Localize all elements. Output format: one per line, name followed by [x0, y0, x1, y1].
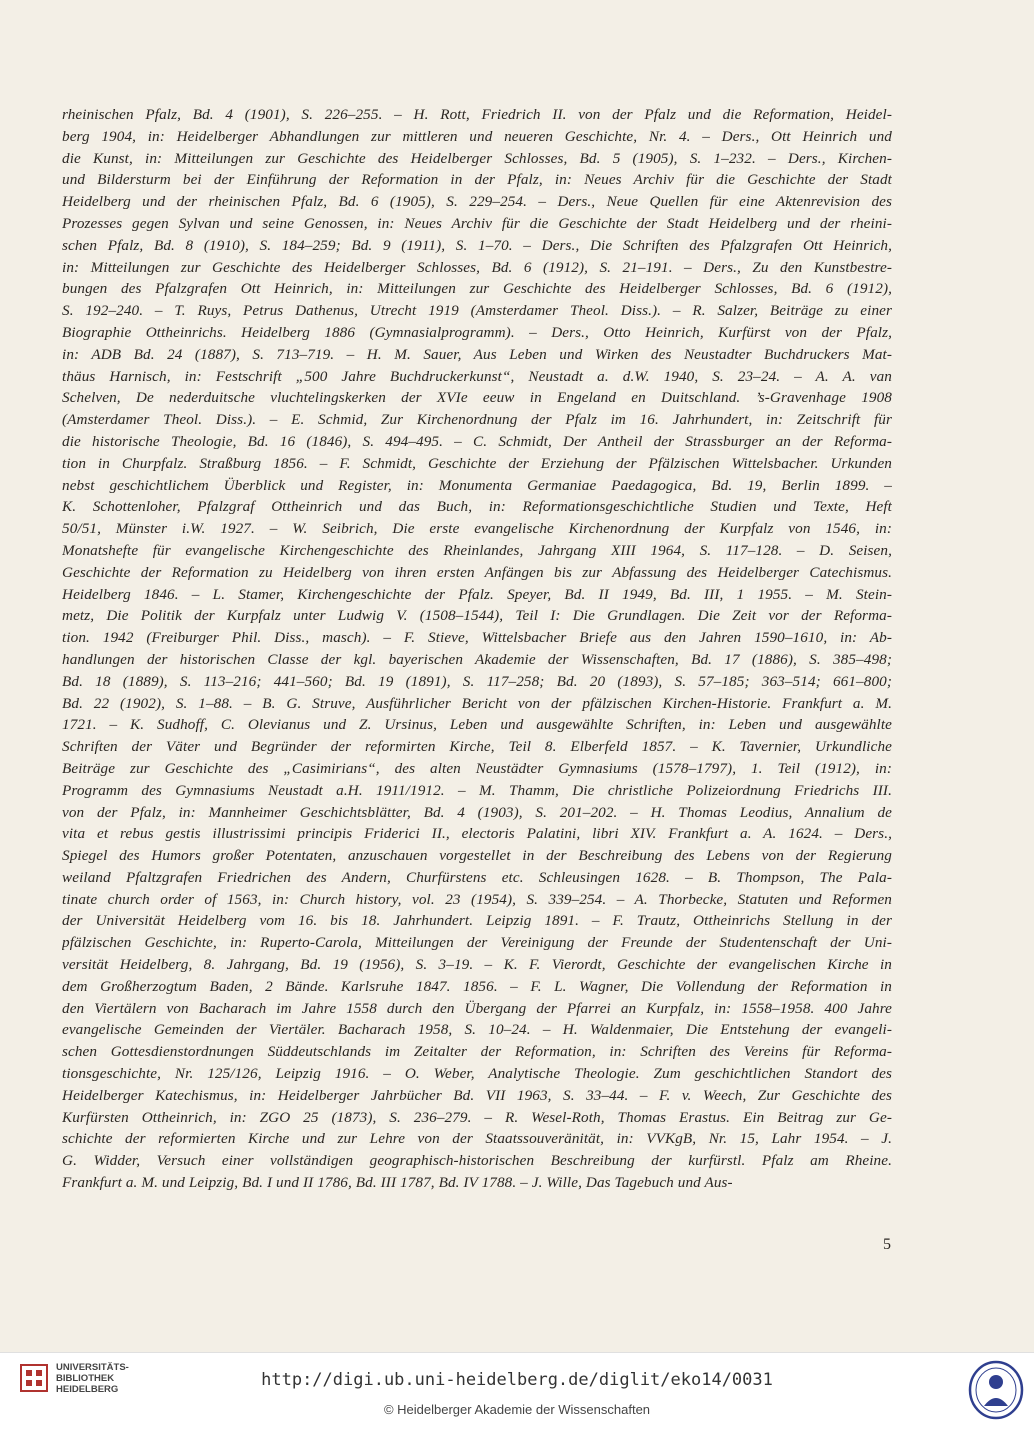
text-line: Frankfurt a. M. und Leipzig, Bd. I und II 1786, Bd. III 1787, Bd. IV 1788. – J. Wille, Das Tagebuch und Aus-: [62, 1174, 733, 1192]
text-line: S. 192–240. – T. Ruys, Petrus Dathenus, Utrecht 1919 (Amsterdamer Theol. Diss.). – R. Salzer, Beiträge zu einer: [62, 302, 892, 320]
text-line: Schelven, De nederduitsche vluchtelingskerken der XVIe eeuw in Engeland en Duitschland. ’s-Gravenhage 1908: [62, 389, 892, 407]
text-line: von der Pfalz, in: Mannheimer Geschichtsblätter, Bd. 4 (1903), S. 201–202. – H. Thomas Leodius, Annalium de: [62, 803, 892, 821]
text-line: vita et rebus gestis illustrissimi principis Friderici II., electoris Palatini, libri XIV. Frankfurt a. A. 1624. – Ders.,: [62, 825, 892, 843]
text-line: 1721. – K. Sudhoff, C. Olevianus und Z. Ursinus, Leben und ausgewählte Schriften, in: Leben und ausgewählte: [62, 716, 892, 734]
text-line: Monatshefte für evangelische Kirchengeschichte des Rheinlandes, Jahrgang XIII 1964, S. 117–128. – D. Seisen,: [62, 541, 892, 559]
text-line: rheinischen Pfalz, Bd. 4 (1901), S. 226–255. – H. Rott, Friedrich II. von der Pfalz und die Reformation, Heidel-: [62, 106, 892, 123]
text-line: Heidelberger Katechismus, in: Heidelberger Jahrbücher Bd. VII 1963, S. 33–44. – F. v. Weech, Zur Geschichte des: [62, 1086, 892, 1104]
text-line: tion in Churpfalz. Straßburg 1856. – F. Schmidt, Geschichte der Erziehung der Pfälzischen Wittelsbacher. Urkunden: [62, 454, 892, 472]
text-line: G. Widder, Versuch einer vollständigen geographisch-historischen Beschreibung der kurfürstl. Pfalz am Rheine.: [62, 1152, 892, 1170]
text-line: schen Gottesdienstordnungen Süddeutschlands im Zeitalter der Reformation, in: Schriften des Vereins für Reforma-: [62, 1043, 892, 1061]
text-line: nebst geschichtlichem Überblick und Register, in: Monumenta Germaniae Paedagogica, Bd. 19, Berlin 1899. –: [62, 476, 892, 494]
text-line: und Bildersturm bei der Einführung der Reformation in der Pfalz, in: Neues Archiv für die Geschichte der Stadt: [62, 171, 892, 189]
text-line: tionsgeschichte, Nr. 125/126, Leipzig 1916. – O. Weber, Analytische Theologie. Zum geschichtlichen Standort des: [62, 1065, 892, 1083]
text-line: Prozesses gegen Sylvan und seine Genossen, in: Neues Archiv für die Geschichte der Stadt Heidelberg und der rheini-: [62, 214, 892, 232]
copyright-notice: © Heidelberger Akademie der Wissenschaften: [383, 1402, 651, 1417]
permalink-url[interactable]: http://digi.ub.uni-heidelberg.de/diglit/eko14/0031: [261, 1370, 773, 1390]
text-line: thäus Harnisch, in: Festschrift „500 Jahre Buchdruckerkunst“, Neustadt a. d.W. 1940, S. 23–24. – A. A. van: [62, 367, 892, 385]
text-line: Programm des Gymnasiums Neustadt a.H. 1911/1912. – M. Thamm, Die christliche Polizeiordnung Friedrichs III.: [62, 781, 892, 799]
text-line: Bd. 18 (1889), S. 113–216; 441–560; Bd. 19 (1891), S. 117–258; Bd. 20 (1893), S. 57–185; 363–514; 661–800;: [62, 672, 892, 690]
text-line: evangelische Gemeinden der Viertäler. Bacharach 1958, S. 10–24. – H. Waldenmaier, Die Entstehung der evangeli-: [62, 1021, 892, 1039]
text-line: schen Pfalz, Bd. 8 (1910), S. 184–259; Bd. 9 (1911), S. 1–70. – Ders., Die Schriften des Pfalzgrafen Ott Heinrich,: [62, 236, 892, 254]
text-line: in: ADB Bd. 24 (1887), S. 713–719. – H. M. Sauer, Aus Leben und Wirken des Neustadter Buchdruckers Mat-: [62, 345, 892, 363]
text-line: den Viertälern von Bacharach im Jahre 1558 durch den Übergang der Pfarrei an Kurpfalz, in: 1558–1958. 400 Jahre: [62, 999, 892, 1017]
text-line: in: Mitteilungen zur Geschichte des Heidelberger Schlosses, Bd. 6 (1912), S. 21–191. – Ders., Zu den Kunstbestre-: [62, 258, 892, 276]
text-line: schichte der reformierten Kirche und zur Lehre von der Staatssouveränität, in: VVKgB, Nr. 15, Lahr 1954. – J.: [62, 1130, 892, 1148]
logo-line-2: BIBLIOTHEK: [56, 1373, 115, 1384]
text-line: (Amsterdamer Theol. Diss.). – E. Schmid, Zur Kirchenordnung der Pfalz im 16. Jahrhundert, in: Zeitschrift für: [62, 411, 892, 429]
text-line: Schriften der Väter und Begründer der reformirten Kirche, Teil 8. Elberfeld 1857. – K. Tavernier, Urkundliche: [62, 738, 892, 756]
text-line: 50/51, Münster i.W. 1927. – W. Seibrich, Die erste evangelische Kirchenordnung der Kurpfalz von 1546, in:: [62, 520, 892, 538]
text-line: Heidelberg 1846. – L. Stamer, Kirchengeschichte der Pfalz. Speyer, Bd. II 1949, Bd. III, 1 1955. – M. Stein-: [62, 585, 892, 603]
text-line: der Universität Heidelberg vom 16. bis 18. Jahrhundert. Leipzig 1891. – F. Trautz, Ottheinrichs Stellung in der: [62, 912, 892, 930]
text-line: weiland Pfaltzgrafen Friedrichen des Andern, Churfürstens etc. Schleusingen 1628. – B. Thompson, The Pala-: [62, 868, 892, 886]
text-line: tinate church order of 1563, in: Church history, vol. 23 (1954), S. 339–254. – A. Thorbecke, Statuten und Reformen: [62, 890, 892, 908]
text-line: K. Schottenloher, Pfalzgraf Ottheinrich und das Buch, in: Reformationsgeschichtliche Studien und Texte, Heft: [62, 498, 892, 516]
text-line: Bd. 22 (1902), S. 1–88. – B. G. Struve, Ausführlicher Bericht von der pfälzischen Kirchen-Historie. Frankfurt a. M.: [62, 694, 892, 712]
text-line: dem Großherzogtum Baden, 2 Bände. Karlsruhe 1847. 1856. – F. L. Wagner, Die Vollendung der Reformation in: [62, 977, 892, 995]
text-line: bungen des Pfalzgrafen Ott Heinrich, in: Mitteilungen zur Geschichte des Heidelberger Schlosses, Bd. 6 (1912),: [62, 280, 892, 298]
text-line: metz, Die Politik der Kurpfalz unter Ludwig V. (1508–1544), Teil I: Die Grundlagen. Die Zeit vor der Reforma-: [62, 607, 892, 625]
text-line: berg 1904, in: Heidelberger Abhandlungen zur mittleren und neueren Geschichte, Nr. 4. – Ders., Ott Heinrich und: [62, 127, 892, 145]
text-line: die Kunst, in: Mitteilungen zur Geschichte des Heidelberger Schlosses, Bd. 5 (1905), S. 1–232. – Ders., Kirchen-: [62, 149, 892, 167]
logo-line-3: HEIDELBERG: [56, 1384, 119, 1395]
text-line: Spiegel des Humors großer Potentaten, anzuschauen vorgestellet in der Beschreibung des Lebens von der Regierung: [62, 847, 892, 865]
logo-line-1: UNIVERSITÄTS-: [56, 1362, 129, 1373]
academy-seal-icon: [968, 1360, 1024, 1420]
text-line: handlungen der historischen Classe der kgl. bayerischen Akademie der Wissenschaften, Bd. 17 (1886), S. 385–498;: [62, 650, 892, 668]
text-line: Geschichte der Reformation zu Heidelberg von ihren ersten Anfängen bis zur Abfassung des Heidelberger Catechismus.: [62, 563, 892, 581]
bibliography-text: [62, 104, 892, 1194]
text-line: Beiträge zur Geschichte des „Casimirians“, des alten Neustädter Gymnasiums (1578–1797), 1. Teil (1912), in:: [62, 759, 892, 777]
text-line: Kurfürsten Ottheinrich, in: ZGO 25 (1873), S. 236–279. – R. Wesel-Roth, Thomas Erastus. Ein Beitrag zur Ge-: [62, 1108, 892, 1126]
viewer-footer: [0, 1352, 1034, 1429]
text-line: Heidelberg und der rheinischen Pfalz, Bd. 6 (1905), S. 229–254. – Ders., Neue Quellen für eine Aktenrevision des: [62, 193, 892, 211]
text-line: Biographie Ottheinrichs. Heidelberg 1886 (Gymnasialprogramm). – Ders., Otto Heinrich, Kurfürst von der Pfalz,: [62, 323, 892, 341]
text-line: tion. 1942 (Freiburger Phil. Diss., masch). – F. Stieve, Wittelsbacher Briefe aus den Jahren 1590–1610, in: Ab-: [62, 629, 892, 647]
text-line: die historische Theologie, Bd. 16 (1846), S. 494–495. – C. Schmidt, Der Antheil der Strassburger an der Reforma-: [62, 432, 892, 450]
text-line: versität Heidelberg, 8. Jahrgang, Bd. 19 (1956), S. 3–19. – K. F. Vierordt, Geschichte der evangelischen Kirche in: [62, 956, 892, 974]
text-line: pfälzischen Geschichte, in: Ruperto-Carola, Mitteilungen der Vereinigung der Freunde der Studentenschaft der Uni-: [62, 934, 892, 952]
page-number: 5: [883, 1236, 891, 1253]
